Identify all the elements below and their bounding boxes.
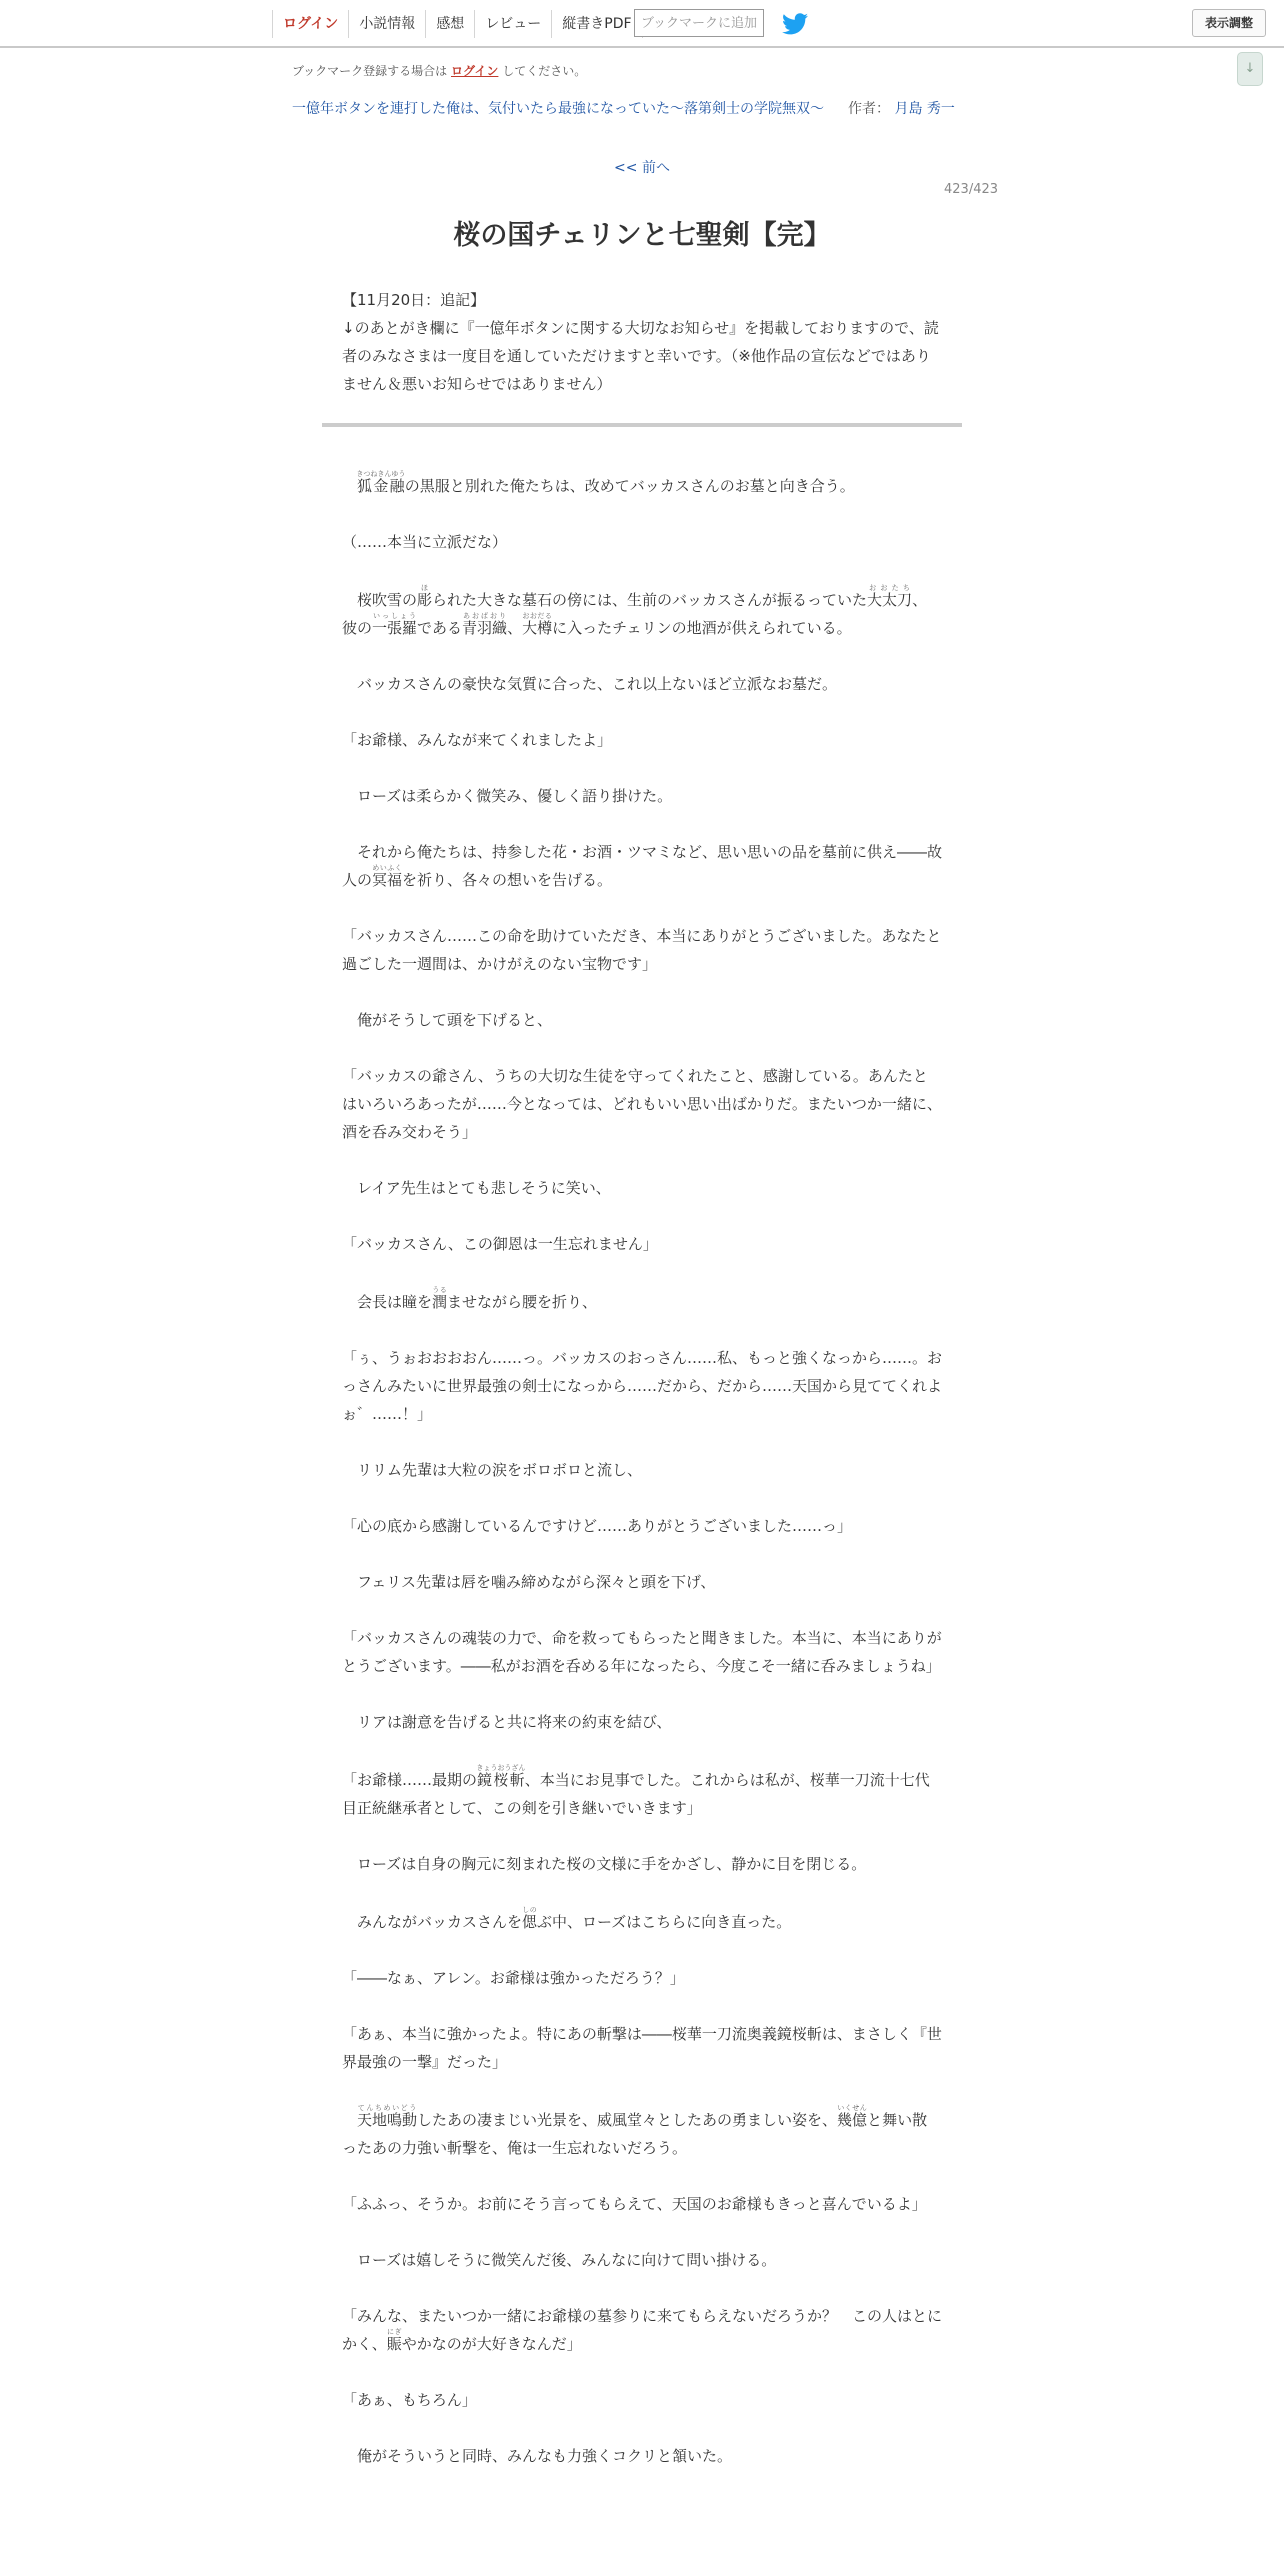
paragraph: バッカスさんの豪快な気質に合った、これ以上ないほど立派なお墓だ。	[342, 675, 838, 693]
paragraph: 天地鳴動てんちめいどうしたあの凄まじい光景を、威風堂々としたあの勇ましい姿を、幾億いくせんと舞い散ったあの力強い斬撃を、俺は一生忘れないだろう。	[342, 2104, 928, 2157]
paragraph: レイア先生はとても悲しそうに笑い、	[342, 1179, 611, 1197]
paragraph: 「あぁ、もちろん」	[342, 2391, 477, 2409]
author-label: 作者：	[848, 101, 890, 117]
paragraph: みんながバッカスさんを偲しのぶ中、ローズはこちらに向き直った。	[342, 1906, 792, 1931]
preface-line: 【11月20日：追記】	[342, 291, 486, 309]
paragraph: 「バッカスさん……この命を助けていただき、本当にありがとうございました。あなたと過ごした一週間は、かけがえのない宝物です」	[342, 927, 942, 973]
paragraph: ローズは自身の胸元に刻まれた桜の文様に手をかざし、静かに目を閉じる。	[342, 1855, 867, 1873]
bookmark-login-notice	[292, 62, 586, 79]
notice-text-before: ブックマーク登録する場合は	[292, 64, 448, 78]
paragraph: 「心の底から感謝しているんですけど……ありがとうございました……っ」	[342, 1517, 853, 1535]
notice-login-link[interactable]: ログイン	[451, 64, 499, 78]
nav-review-link[interactable]: レビュー	[475, 10, 552, 38]
paragraph: 狐金融きつねきんゆうの黒服と別れた俺たちは、改めてバッカスさんのお墓と向き合う。	[356, 470, 855, 495]
display-settings-button[interactable]: 表示調整	[1192, 9, 1266, 37]
paragraph: 「お爺様……最期の鏡桜斬きょうおうざん、本当にお見事でした。これからは私が、桜華一刀流十七代目正統継承者として、この剣を引き継いでいきます」	[342, 1764, 930, 1817]
novel-body	[342, 470, 942, 2498]
author-line	[848, 98, 955, 118]
paragraph: 「ぅ、うぉおおおおん……っ。バッカスのおっさん……私、もっと強くなっから……。おっさんみたいに世界最強の剣士になっから……だから、だから……天国から見ててくれよぉ゛……！」	[342, 1349, 943, 1423]
add-bookmark-button[interactable]: ブックマークに追加	[634, 9, 764, 37]
nav-novel-info-link[interactable]: 小説情報	[349, 10, 426, 38]
main-nav	[272, 10, 643, 38]
preface	[342, 286, 942, 398]
preface-line: ↓のあとがき欄に『一億年ボタンに関する大切なお知らせ』を掲載しておりますので、読者のみなさまは一度目を通していただけますと幸いです。（※他作品の宣伝などではありません＆悪いお知らせではありません）	[342, 319, 939, 393]
separator-line	[322, 423, 962, 427]
paragraph: 「ふふっ、そうか。お前にそう言ってもらえて、天国のお爺様もきっと喜んでいるよ」	[342, 2195, 927, 2213]
page-number: 423/423	[944, 182, 999, 197]
paragraph: 俺がそういうと同時、みんなも力強くコクリと頷いた。	[342, 2447, 733, 2465]
paragraph: 「バッカスさんの魂装の力で、命を救ってもらったと聞きました。本当に、本当にありがとうございます。――私がお酒を呑める年になったら、今度こそ一緒に呑みましょうね」	[342, 1629, 942, 1675]
nav-impressions-link[interactable]: 感想	[426, 10, 475, 38]
paragraph: 会長は瞳を潤うるませながら腰を折り、	[342, 1286, 598, 1311]
paragraph: それから俺たちは、持参した花・お酒・ツマミなど、思い思いの品を墓前に供え――故人の冥福めいふくを祈り、各々の想いを告げる。	[342, 843, 943, 889]
notice-text-after: してください。	[502, 64, 587, 78]
paragraph: リアは謝意を告げると共に将来の約束を結び、	[342, 1713, 672, 1731]
paragraph: ローズは柔らかく微笑み、優しく語り掛けた。	[342, 787, 673, 805]
paragraph: （……本当に立派だな）	[342, 533, 508, 551]
paragraph: 「あぁ、本当に強かったよ。特にあの斬撃は――桜華一刀流奥義鏡桜斬は、まさしく『世界最強の一撃』だった」	[342, 2025, 942, 2071]
paragraph: 「バッカスの爺さん、うちの大切な生徒を守ってくれたこと、感謝している。あんたとはいろいろあったが……今となっては、どれもいい思い出ばかりだ。またいつか一緒に、酒を呑み交わそう」	[342, 1067, 942, 1141]
scroll-down-button[interactable]: ↓	[1237, 52, 1263, 86]
nav-vertical-pdf-link[interactable]: 縦書きPDF	[552, 10, 642, 38]
series-title-link[interactable]: 一億年ボタンを連打した俺は、気付いたら最強になっていた～落第剣士の学院無双～	[292, 101, 824, 117]
paragraph: 桜吹雪の彫ほられた大きな墓石の傍には、生前のバッカスさんが振るっていた大太刀おおたち、彼の一張羅いっしょうである青羽織あおばおり、大樽おおだるに入ったチェリンの地酒が供えられている。	[342, 584, 928, 637]
paragraph: 「バッカスさん、この御恩は一生忘れません」	[342, 1235, 658, 1253]
paragraph: 俺がそうして頭を下げると、	[342, 1011, 553, 1029]
prev-page-link[interactable]: << 前へ	[614, 160, 670, 176]
chapter-title: 桜の国チェリンと七聖剣【完】	[453, 220, 831, 251]
paragraph: リリム先輩は大粒の涙をボロボロと流し、	[342, 1461, 643, 1479]
paragraph: フェリス先輩は唇を噛み締めながら深々と頭を下げ、	[342, 1573, 716, 1591]
paragraph: 「お爺様、みんなが来てくれましたよ」	[342, 731, 613, 749]
top-bar	[0, 0, 1284, 48]
twitter-bird-icon[interactable]	[782, 13, 808, 35]
author-link[interactable]: 月島 秀一	[894, 101, 955, 117]
paragraph: 「みんな、またいつか一緒にお爺様の墓参りに来てもらえないだろうか？ この人はとにかく、賑にぎやかなのが大好きなんだ」	[342, 2307, 943, 2353]
nav-login-link[interactable]: ログイン	[273, 10, 349, 38]
paragraph: ローズは嬉しそうに微笑んだ後、みんなに向けて問い掛ける。	[342, 2251, 777, 2269]
paragraph: 「――なぁ、アレン。お爺様は強かっただろう？」	[342, 1969, 685, 1987]
